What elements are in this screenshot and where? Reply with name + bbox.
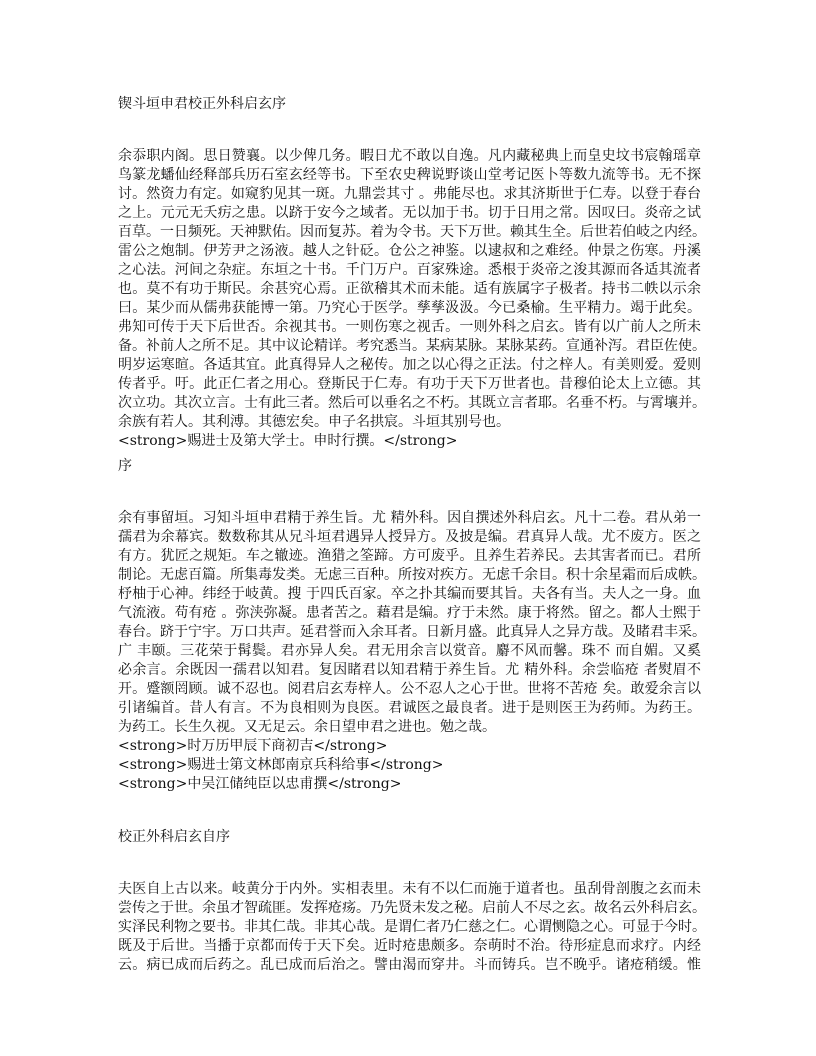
- paragraph-line: 弗知可传于天下后世否。余视其书。一则伤寒之视舌。一则外科之启玄。皆有以广前人之所未: [118, 319, 701, 335]
- section-body: [118, 147, 706, 451]
- paragraph-line: 也。莫不有功于斯民。余甚究心焉。正欲稽其术而未能。适有族属字子极者。持书二帙以示余: [118, 281, 701, 297]
- paragraph-line: 既及于后世。当播于京都而传于天下矣。近时疮患颇多。奈萌时不治。待形症息而求疗。内经: [118, 938, 701, 954]
- paragraph-line: 开。蹙额罔顾。诚不忍也。阅君启玄寿梓人。公不忍人之心于世。世将不苦疮 矣。敢爱余言以: [118, 681, 701, 697]
- paragraph-line: 曰。某少而从儒弗获能博一第。乃究心于医学。孳孳汲汲。今已桑榆。生平精力。竭于此矣。: [118, 300, 701, 316]
- paragraph-line: 引诸编首。昔人有言。不为良相则为良医。君诚医之最良者。进于是则医王为药师。为药王。: [118, 700, 701, 716]
- paragraph-line: 广 丰颐。三花荣于髯鬓。君亦异人矣。君无用余言以赏音。麝不风而馨。珠不 而自媚。又奚: [118, 643, 701, 659]
- paragraph-line: 春台。跻于宁宇。万口共声。延君誉而入余耳者。日新月盛。此真异人之异方哉。及睹君丰采。: [118, 624, 706, 640]
- paragraph-line: 尝传之于世。余虽才智疏匪。发挥疮疡。乃先贤未发之秘。启前人不尽之玄。故名云外科启玄。: [118, 900, 706, 916]
- paragraph-line: 之心法。河间之杂症。东垣之十书。千门万户。百家殊途。悉根于炎帝之浚其源而各适其流者: [118, 262, 701, 278]
- paragraph-line: 鸟篆龙蟠仙经释部兵历石室玄经等书。下至农史稗说野谈山堂考记医卜等数九流等书。无不探: [118, 167, 701, 183]
- signature-line: <strong>赐进士及第大学士。申时行撰。</strong>: [118, 433, 458, 449]
- paragraph-line: 备。补前人之所不足。其中议论精详。考究悉当。某病某脉。某脉某药。宣通补泻。君臣佐使。: [118, 338, 706, 354]
- section-title: 锲斗垣申君校正外科启玄序: [118, 96, 286, 112]
- section-title: 校正外科启玄自序: [118, 829, 230, 845]
- section-title: 序: [118, 458, 132, 474]
- paragraph-line: 余忝职内阁。思日赞襄。以少俾几务。暇日尤不敢以自逸。凡内藏秘典上而皇史坟书宸翰瑶章: [118, 148, 701, 164]
- paragraph-line: 必余言。余既因一孺君以知君。复因睹君以知君精于养生旨。尤 精外科。余尝临疮 者熨眉不: [118, 662, 701, 678]
- paragraph-line: 为药工。长生久视。又无足云。余日望申君之进也。勉之哉。: [118, 719, 496, 735]
- paragraph-line: 传者乎。吁。此正仁者之用心。登斯民于仁寿。有功于天下万世者也。昔穆伯论太上立德。其: [118, 376, 701, 392]
- paragraph-line: 明岁运寒暄。各适其宜。此真得异人之秘传。加之以心得之正法。付之梓人。有美则爱。爱则: [118, 357, 701, 373]
- paragraph-line: 余有事留垣。习知斗垣申君精于养生旨。尤 精外科。因自撰述外科启玄。凡十二卷。君从弟一: [118, 510, 701, 526]
- paragraph-line: 实泽民利物之要书。非其仁哉。非其心哉。是谓仁者乃仁慈之仁。心谓恻隐之心。可显于今时。: [118, 919, 706, 935]
- paragraph-line: 雷公之炮制。伊芳尹之汤液。越人之针砭。仓公之神鉴。以逮叔和之难经。仲景之伤寒。丹溪: [118, 243, 701, 259]
- paragraph-line: 次立功。其次立言。士有此三者。然后可以垂名之不朽。其既立言者耶。名垂不朽。与霄壤并。: [118, 395, 706, 411]
- signature-line: <strong>中吴江储纯臣以忠甫撰</strong>: [118, 776, 402, 792]
- paragraph-line: 杼柚于心神。纬经于岐黄。搜 于四氏百家。卒之扑其编而要其旨。夫各有当。夫人之一身。血: [118, 586, 701, 602]
- paragraph-line: 有方。犹匠之规矩。车之辙迹。渔猎之筌蹄。方可废乎。且养生若养民。去其害者而已。君所: [118, 548, 701, 564]
- paragraph-line: 余族有若人。其利溥。其德宏矣。申子名拱宸。斗垣其别号也。: [118, 414, 510, 430]
- paragraph-line: 夫医自上古以来。岐黄分于内外。实相表里。未有不以仁而施于道者也。虽刮骨剖腹之玄而未: [118, 881, 701, 897]
- paragraph-line: 制论。无虑百篇。所集毒发类。无虑三百种。所按对疾方。无虑千余目。积十余星霜而后成帙。: [118, 567, 706, 583]
- signature-line: <strong>赐进士第文林郎南京兵科给事</strong>: [118, 757, 444, 773]
- paragraph-line: 百草。一日频死。天神默佑。因而复苏。着为令书。天下万世。赖其生全。后世若伯岐之内经。: [118, 224, 706, 240]
- paragraph-line: 云。病已成而后药之。乱已成而后治之。譬由渴而穿井。斗而铸兵。岂不晚乎。诸疮稍缓。惟: [118, 957, 701, 973]
- paragraph-line: 气流液。苟有疮 。弥浃弥凝。患者苦之。藉君是编。疗于未然。康于将然。留之。都人士熙于: [118, 605, 701, 621]
- paragraph-line: 孺君为余幕宾。数数称其从兄斗垣君遇异人授异方。及披是编。君真异人哉。尤不废方。医之: [118, 529, 701, 545]
- section-body: [118, 509, 706, 794]
- signature-line: <strong>时万历甲辰下商初吉</strong>: [118, 738, 388, 754]
- paragraph-line: 讨。然资力有定。如窥豹见其一斑。九鼎尝其寸 。弗能尽也。求其济斯世于仁寿。以登于春台: [118, 186, 701, 202]
- section-body: [118, 880, 706, 975]
- paragraph-line: 之上。元元无夭疠之患。以跻于安今之域者。无以加于书。切于日用之常。因叹曰。炎帝之试: [118, 205, 701, 221]
